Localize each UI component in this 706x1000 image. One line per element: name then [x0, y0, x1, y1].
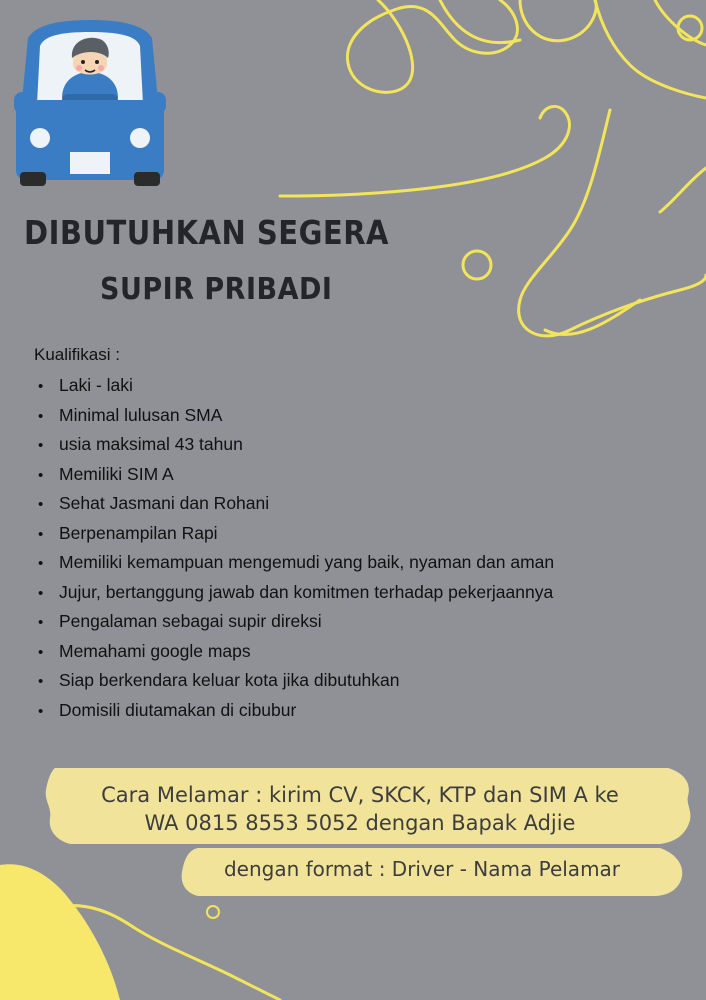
qualification-item — [34, 548, 554, 578]
qualification-text: Minimal lulusan SMA — [59, 404, 223, 425]
qualification-text: Memiliki kemampuan mengemudi yang baik, nyaman dan aman — [59, 552, 555, 572]
bullet-icon: • — [38, 407, 44, 425]
qualification-item — [34, 696, 554, 726]
qualification-item — [34, 401, 554, 431]
apply-instruction-line1: Cara Melamar : kirim CV, SKCK, KTP dan SIM A ke — [101, 783, 619, 807]
qualification-item — [34, 430, 554, 460]
qualification-item — [34, 489, 554, 519]
car-driver-illustration — [14, 20, 166, 186]
bullet-icon: • — [38, 466, 44, 484]
yellow-blob — [0, 864, 120, 1000]
qualification-item — [34, 666, 554, 696]
qualification-text: Domisili diutamakan di cibubur — [59, 699, 297, 720]
qualification-text: Memiliki SIM A — [59, 463, 174, 484]
bullet-icon: • — [38, 555, 44, 572]
qualification-text: usia maksimal 43 tahun — [59, 434, 243, 454]
qualification-text: Berpenampilan Rapi — [59, 522, 218, 543]
qualification-text: Memahami google maps — [59, 640, 251, 661]
bullet-icon: • — [38, 702, 44, 720]
qualification-item — [34, 519, 554, 549]
bullet-icon: • — [38, 525, 44, 543]
qualification-text: Siap berkendara keluar kota jika dibutuhkan — [59, 670, 400, 690]
qualification-item — [34, 607, 554, 637]
headline-line2: SUPIR PRIBADI — [100, 272, 333, 307]
qualification-text: Jujur, bertanggung jawab dan komitmen terhadap pekerjaannya — [59, 581, 554, 602]
bullet-icon: • — [38, 614, 44, 631]
qualification-text: Laki - laki — [59, 375, 133, 395]
qualification-item — [34, 637, 554, 667]
apply-instruction-line2: WA 0815 8553 5052 dengan Bapak Adjie — [144, 811, 576, 835]
bullet-icon: • — [38, 437, 44, 454]
bullet-icon: • — [38, 673, 44, 690]
apply-format-line: dengan format : Driver - Nama Pelamar — [223, 857, 621, 881]
qualification-text: Sehat Jasmani dan Rohani — [59, 493, 270, 513]
bullet-icon: • — [38, 378, 44, 395]
qualification-item — [34, 371, 554, 401]
bullet-icon: • — [38, 643, 44, 661]
bullet-icon: • — [38, 584, 44, 602]
bullet-icon: • — [38, 496, 44, 513]
qualification-item — [34, 578, 554, 608]
qualifications-list — [34, 371, 554, 725]
qualification-item — [34, 460, 554, 490]
qualification-text: Pengalaman sebagai supir direksi — [59, 611, 322, 631]
headline-line1: DIBUTUHKAN SEGERA — [24, 214, 389, 253]
qualifications-heading: Kualifikasi : — [34, 345, 120, 364]
